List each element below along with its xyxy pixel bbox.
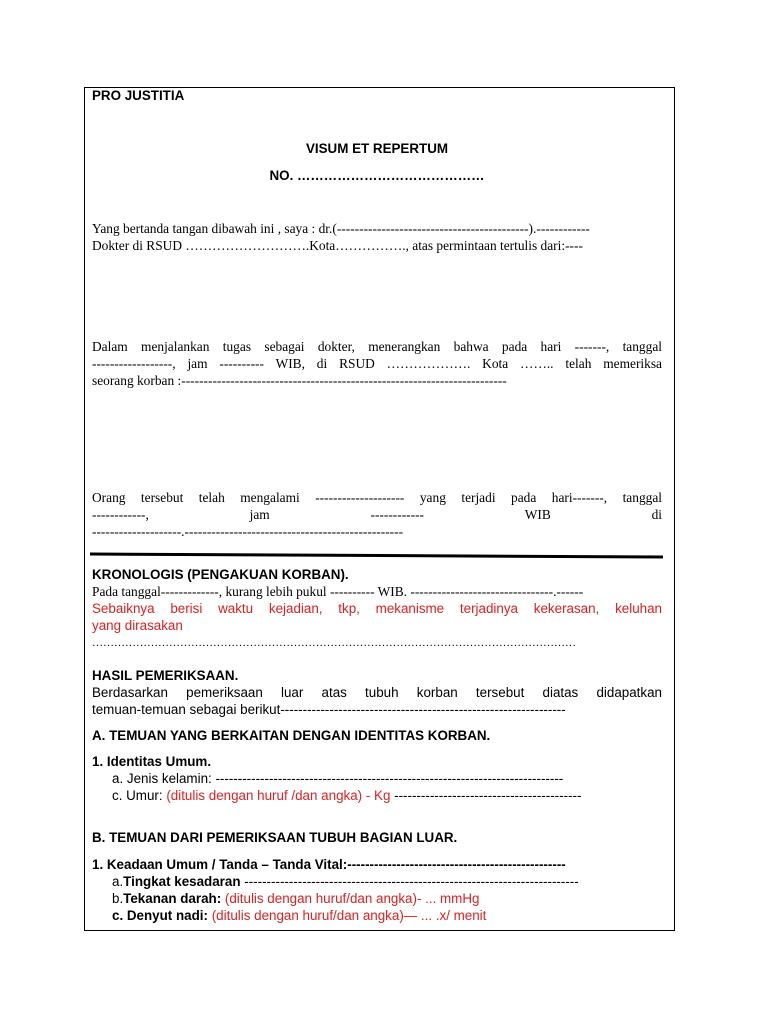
- exam-line-2: ------------------, jam ---------- WIB, di RSUD ………………. Kota …….. telah memeriksa: [92, 356, 662, 371]
- jenis-kelamin-line: a. Jenis kelamin: ------------------------------------------------------------------------------: [112, 771, 564, 786]
- section-b-heading: B. TEMUAN DARI PEMERIKSAAN TUBUH BAGIAN LUAR.: [92, 830, 458, 845]
- kronologis-note-1: Sebaiknya berisi waktu kejadian, tkp, mekanisme terjadinya kekerasan, keluhan: [92, 601, 662, 616]
- incident-part: jam: [249, 507, 270, 522]
- pro-justitia-label: PRO JUSTITIA: [92, 88, 185, 103]
- section-a-heading: A. TEMUAN YANG BERKAITAN DENGAN IDENTITAS KORBAN.: [92, 728, 491, 743]
- incident-part: WIB: [524, 507, 551, 522]
- denyut-nadi-line: [112, 908, 662, 925]
- tingkat-kesadaran-dashes: ---------------------------------------------------------------------------: [244, 874, 579, 889]
- document-number: NO. ……………………………………: [269, 168, 485, 183]
- denyut-nadi-label: c. Denyut nadi:: [112, 908, 208, 923]
- requester-fields: [92, 255, 662, 339]
- kronologis-dots: ……………………………………………………………………………………………………………………: [92, 637, 576, 649]
- incident-part: di: [651, 507, 662, 522]
- umur-dashes: ------------------------------------------: [394, 788, 582, 803]
- hasil-heading: HASIL PEMERIKSAAN.: [92, 668, 239, 683]
- item-prefix: a.: [112, 874, 124, 889]
- incident-line-2: [92, 507, 662, 524]
- section-a-subheading: 1. Identitas Umum.: [92, 754, 212, 769]
- exam-line-1: Dalam menjalankan tugas sebagai dokter, menerangkan bahwa pada hari -------, tanggal: [92, 339, 662, 354]
- incident-part: ------------: [370, 507, 424, 522]
- kronologis-line-1: Pada tanggal-------------, kurang lebih pukul ---------- WIB. --------------------------------.------: [92, 584, 584, 599]
- victim-fields: [92, 390, 662, 491]
- intro-line-1: Yang bertanda tangan dibawah ini , saya : dr.(-------------------------------------------).------------: [92, 221, 590, 236]
- exam-line-3: seorang korban :-------------------------------------------------------------------------: [92, 373, 507, 388]
- document-title: VISUM ET REPERTUM: [305, 141, 449, 156]
- tekanan-darah-line: [112, 891, 662, 908]
- tingkat-kesadaran-line: [112, 874, 662, 891]
- umur-line: [112, 788, 662, 805]
- item-prefix: b.: [112, 891, 124, 906]
- denyut-nadi-note: (ditulis dengan huruf/dan angka)— ... .x/ menit: [211, 908, 487, 923]
- hasil-line-2: temuan-temuan sebagai berikut----------------------------------------------------------------: [92, 702, 566, 717]
- incident-line-3: --------------------.-------------------------------------------------: [92, 524, 404, 539]
- tekanan-darah-note: (ditulis dengan huruf/dan angka)- ... mmHg: [224, 891, 480, 906]
- incident-line-1: Orang tersebut telah mengalami -------------------- yang terjadi pada hari-------, tanggal: [92, 490, 662, 505]
- incident-part: ------------,: [92, 507, 149, 522]
- umur-label: c. Umur:: [112, 788, 163, 803]
- intro-line-2: Dokter di RSUD ……………………….Kota……………., atas permintaan tertulis dari:----: [92, 238, 583, 253]
- tekanan-darah-label: Tekanan darah:: [123, 891, 222, 906]
- tingkat-kesadaran-label: Tingkat kesadaran: [123, 874, 241, 889]
- section-b-subheading: 1. Keadaan Umum / Tanda – Tanda Vital:-------------------------------------------------: [92, 857, 566, 872]
- kronologis-note-2: yang dirasakan: [92, 618, 183, 633]
- umur-note: (ditulis dengan huruf /dan angka) - Kg: [166, 788, 391, 803]
- hasil-line-1: Berdasarkan pemeriksaan luar atas tubuh korban tersebut diatas didapatkan: [92, 685, 662, 700]
- kronologis-heading: KRONOLOGIS (PENGAKUAN KORBAN).: [92, 567, 349, 582]
